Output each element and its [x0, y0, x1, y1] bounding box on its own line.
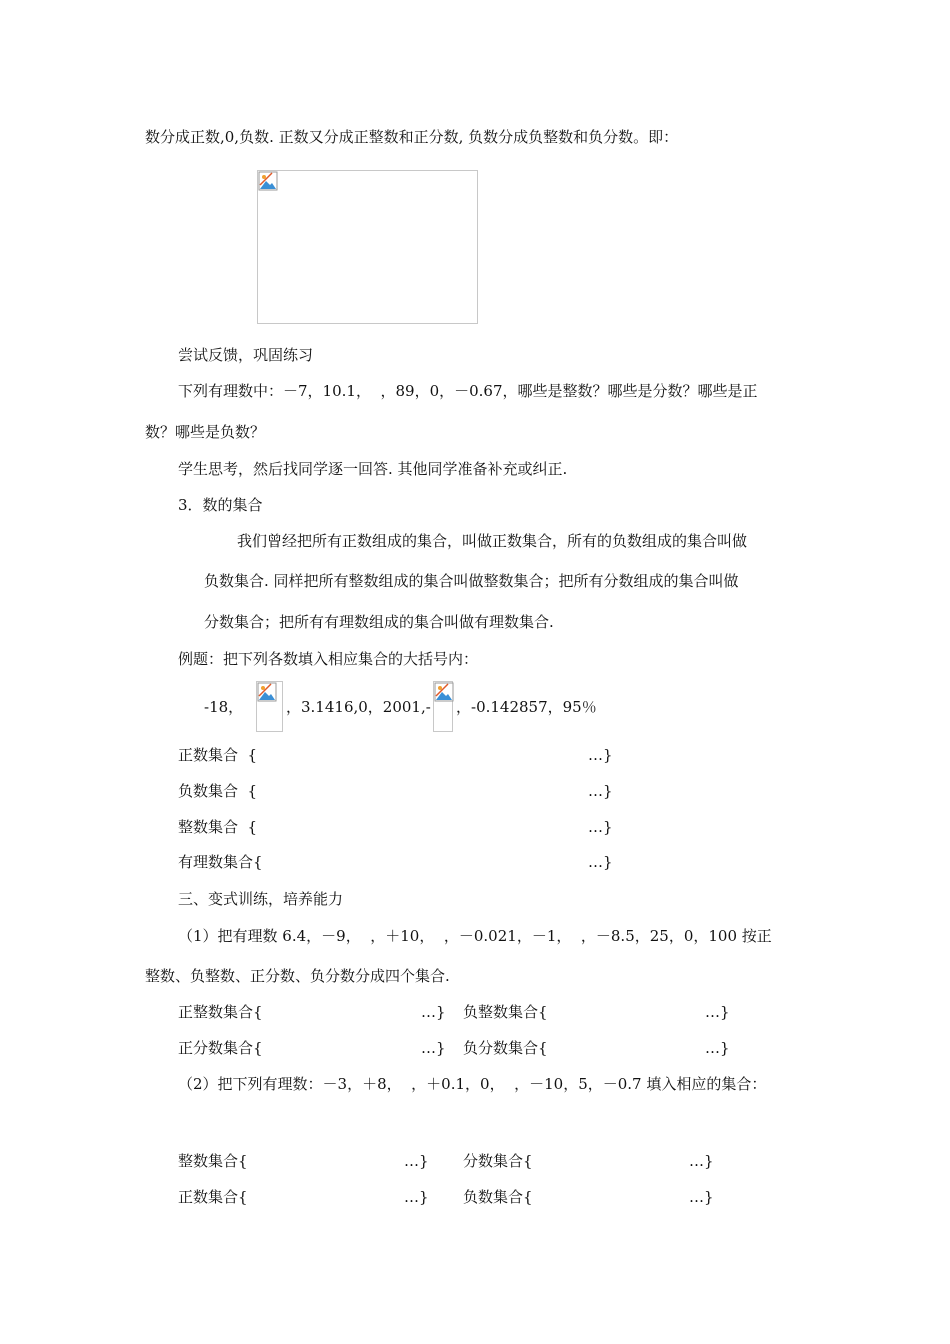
example-number-a: -18， — [204, 698, 244, 716]
section-try-heading: 尝试反馈，巩固练习 — [178, 346, 314, 364]
question-1-note: 学生思考，然后找同学逐一回答. 其他同学准备补充或纠正. — [178, 460, 568, 478]
exercise-2-set-negative: 负数集合{ …} — [463, 1188, 714, 1206]
exercise-2-set-fraction: 分数集合{ …} — [463, 1152, 714, 1170]
exercise-1-set-negative-integer: 负整数集合{ …} — [463, 1003, 730, 1021]
exercise-1-set-negative-fraction: 负分数集合{ …} — [463, 1039, 730, 1057]
question-1-line-1: 下列有理数中：－7，10.1， ，89，0，－0.67，哪些是整数？哪些是分数？哪些是正 — [178, 382, 758, 400]
exercise-2-set-integer: 整数集合{ …} — [178, 1152, 429, 1170]
section-3-paragraph-line-2: 负数集合. 同样把所有整数组成的集合叫做整数集合；把所有分数组成的集合叫做 — [204, 572, 739, 590]
section-3-paragraph-line-1: 我们曾经把所有正数组成的集合，叫做正数集合，所有的负数组成的集合叫做 — [237, 532, 748, 550]
broken-image-icon — [258, 171, 278, 191]
exercise-2-set-positive: 正数集合{ …} — [178, 1188, 429, 1206]
broken-image-icon — [434, 682, 454, 702]
example-title: 例题：把下列各数填入相应集合的大括号内： — [178, 650, 479, 668]
example-set-integer: 整数集合 { …} — [178, 818, 613, 836]
exercise-1-set-positive-fraction: 正分数集合{ …} — [178, 1039, 446, 1057]
exercise-2-line: （2）把下列有理数：－3，＋8， ，＋0.1，0， ，－10，5，－0.7 填入相应的集合： — [178, 1075, 767, 1093]
fraction-image-2 — [433, 681, 453, 732]
fraction-image-1 — [256, 681, 283, 732]
classification-diagram-image — [257, 170, 478, 324]
exercise-1-set-positive-integer: 正整数集合{ …} — [178, 1003, 446, 1021]
exercise-1-line-1: （1）把有理数 6.4，－9， ，＋10， ，－0.021，－1， ，－8.5，25，0，100 按正 — [178, 927, 772, 945]
exercise-1-line-2: 整数、负整数、正分数、负分数分成四个集合. — [145, 967, 450, 985]
intro-text: 数分成正数,0,负数. 正数又分成正整数和正分数, 负数分成负整数和负分数。即： — [145, 128, 679, 146]
example-number-b: ，3.1416,0，2001,- — [286, 698, 431, 716]
example-set-negative: 负数集合 { …} — [178, 782, 613, 800]
example-set-rational: 有理数集合{ …} — [178, 853, 613, 871]
section-3-paragraph-line-3: 分数集合；把所有有理数组成的集合叫做有理数集合. — [204, 613, 554, 631]
example-number-c: ，-0.142857，95％ — [456, 698, 597, 716]
section-three-title: 三、变式训练，培养能力 — [178, 890, 344, 908]
section-3-title: 3．数的集合 — [178, 496, 263, 514]
example-set-positive: 正数集合 { …} — [178, 746, 613, 764]
question-1-line-2: 数？哪些是负数？ — [145, 423, 266, 441]
broken-image-icon — [257, 682, 277, 702]
